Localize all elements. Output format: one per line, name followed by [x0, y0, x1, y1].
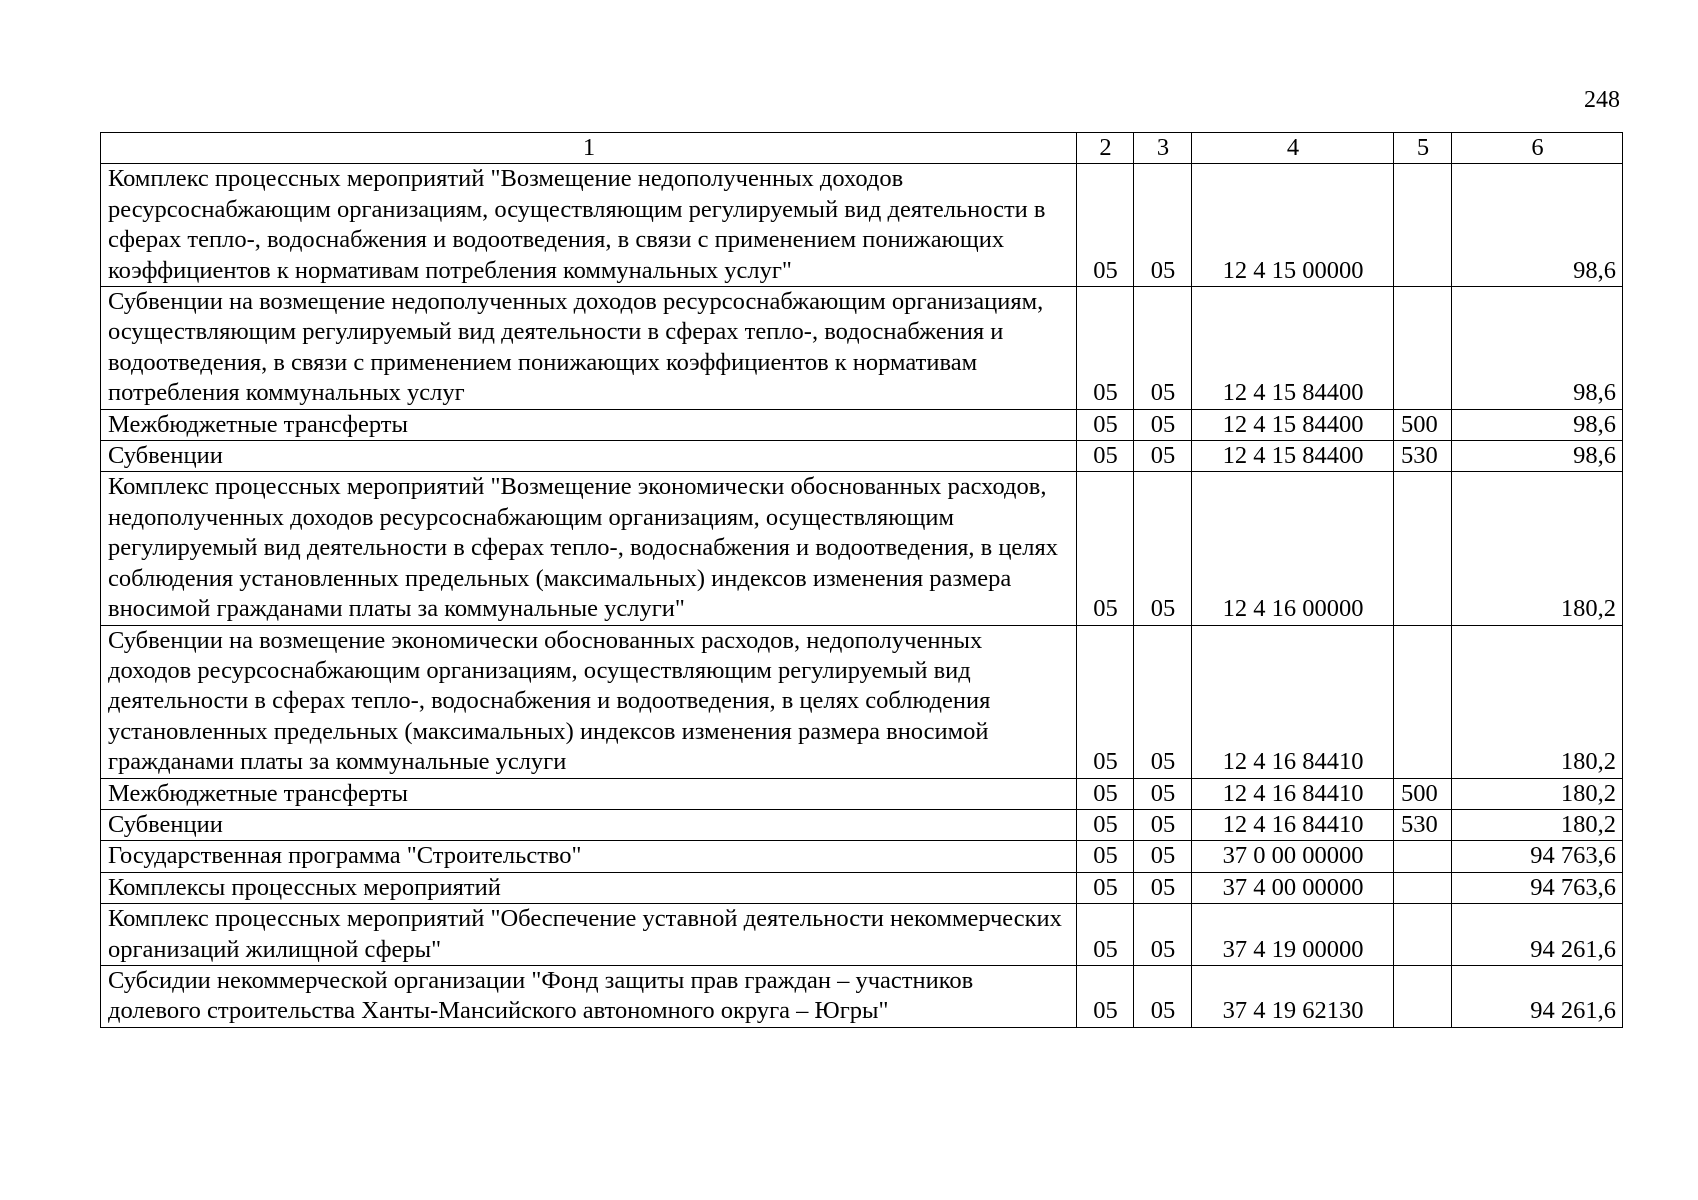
- row-section: 05: [1077, 409, 1134, 440]
- row-amount: 180,2: [1452, 778, 1623, 809]
- row-target-article: 12 4 15 00000: [1192, 164, 1394, 287]
- row-name: Межбюджетные трансферты: [101, 778, 1077, 809]
- row-expense-type: 500: [1394, 409, 1452, 440]
- row-target-article: 12 4 16 84410: [1192, 809, 1394, 840]
- row-amount: 94 763,6: [1452, 841, 1623, 872]
- row-expense-type: 530: [1394, 441, 1452, 472]
- row-section: 05: [1077, 441, 1134, 472]
- row-amount: 98,6: [1452, 441, 1623, 472]
- row-amount: 94 261,6: [1452, 904, 1623, 966]
- row-amount: 180,2: [1452, 472, 1623, 625]
- row-target-article: 12 4 15 84400: [1192, 287, 1394, 410]
- row-target-article: 37 0 00 00000: [1192, 841, 1394, 872]
- table-row: [101, 441, 1623, 472]
- row-amount: 98,6: [1452, 287, 1623, 410]
- row-subsection: 05: [1134, 841, 1192, 872]
- row-expense-type: [1394, 904, 1452, 966]
- table-row: [101, 778, 1623, 809]
- row-expense-type: [1394, 472, 1452, 625]
- row-expense-type: [1394, 287, 1452, 410]
- row-target-article: 37 4 19 00000: [1192, 904, 1394, 966]
- row-name: Субвенции: [101, 809, 1077, 840]
- budget-table: [100, 132, 1623, 1028]
- column-header: 5: [1394, 133, 1452, 164]
- table-row: [101, 904, 1623, 966]
- row-section: 05: [1077, 164, 1134, 287]
- page-number: 248: [1584, 87, 1620, 113]
- row-name: Субвенции на возмещение недополученных доходов ресурсоснабжающим организациям, осуществляющим регулируемый вид деятельности в сферах тепло-, водоснабжения и водоотведения, в связи с применением понижающих коэффициентов к нормативам потребления коммунальных услуг: [101, 287, 1077, 410]
- row-target-article: 37 4 19 62130: [1192, 965, 1394, 1027]
- row-section: 05: [1077, 287, 1134, 410]
- row-target-article: 37 4 00 00000: [1192, 872, 1394, 903]
- row-subsection: 05: [1134, 441, 1192, 472]
- row-name: Комплекс процессных мероприятий "Возмещение экономически обоснованных расходов, недополученных доходов ресурсоснабжающим организациям, осуществляющим регулируемый вид деятельности в сферах тепло-, водоснабжения и водоотведения, в целях соблюдения установленных предельных (максимальных) индексов изменения размера вносимой гражданами платы за коммунальные услуги": [101, 472, 1077, 625]
- row-subsection: 05: [1134, 904, 1192, 966]
- table-row: [101, 472, 1623, 625]
- table-row: [101, 872, 1623, 903]
- row-subsection: 05: [1134, 809, 1192, 840]
- row-target-article: 12 4 15 84400: [1192, 441, 1394, 472]
- row-section: 05: [1077, 965, 1134, 1027]
- row-amount: 98,6: [1452, 409, 1623, 440]
- table-row: [101, 965, 1623, 1027]
- row-expense-type: [1394, 625, 1452, 778]
- row-subsection: 05: [1134, 625, 1192, 778]
- row-name: Субвенции: [101, 441, 1077, 472]
- table-row: [101, 841, 1623, 872]
- table-row: [101, 625, 1623, 778]
- column-header: 4: [1192, 133, 1394, 164]
- row-section: 05: [1077, 625, 1134, 778]
- table-row: [101, 287, 1623, 410]
- row-name: Субсидии некоммерческой организации "Фонд защиты прав граждан – участников долевого строительства Ханты-Мансийского автономного округа – Югры": [101, 965, 1077, 1027]
- row-expense-type: [1394, 164, 1452, 287]
- row-name: Субвенции на возмещение экономически обоснованных расходов, недополученных доходов ресурсоснабжающим организациям, осуществляющим регулируемый вид деятельности в сферах тепло-, водоснабжения и водоотведения, в целях соблюдения установленных предельных (максимальных) индексов изменения размера вносимой гражданами платы за коммунальные услуги: [101, 625, 1077, 778]
- row-target-article: 12 4 16 00000: [1192, 472, 1394, 625]
- row-expense-type: 500: [1394, 778, 1452, 809]
- row-expense-type: [1394, 841, 1452, 872]
- table-row: [101, 809, 1623, 840]
- table-row: [101, 164, 1623, 287]
- row-subsection: 05: [1134, 965, 1192, 1027]
- row-name: Комплексы процессных мероприятий: [101, 872, 1077, 903]
- row-amount: 94 763,6: [1452, 872, 1623, 903]
- row-subsection: 05: [1134, 472, 1192, 625]
- table-header-row: [101, 133, 1623, 164]
- row-subsection: 05: [1134, 409, 1192, 440]
- row-expense-type: 530: [1394, 809, 1452, 840]
- row-name: Комплекс процессных мероприятий "Обеспечение уставной деятельности некоммерческих организаций жилищной сферы": [101, 904, 1077, 966]
- row-section: 05: [1077, 841, 1134, 872]
- row-name: Межбюджетные трансферты: [101, 409, 1077, 440]
- row-expense-type: [1394, 965, 1452, 1027]
- row-target-article: 12 4 16 84410: [1192, 625, 1394, 778]
- row-expense-type: [1394, 872, 1452, 903]
- column-header: 6: [1452, 133, 1623, 164]
- row-amount: 94 261,6: [1452, 965, 1623, 1027]
- row-subsection: 05: [1134, 164, 1192, 287]
- row-subsection: 05: [1134, 287, 1192, 410]
- row-target-article: 12 4 16 84410: [1192, 778, 1394, 809]
- row-name: Комплекс процессных мероприятий "Возмещение недополученных доходов ресурсоснабжающим организациям, осуществляющим регулируемый вид деятельности в сферах тепло-, водоснабжения и водоотведения, в связи с применением понижающих коэффициентов к нормативам потребления коммунальных услуг": [101, 164, 1077, 287]
- row-target-article: 12 4 15 84400: [1192, 409, 1394, 440]
- row-subsection: 05: [1134, 778, 1192, 809]
- column-header: 3: [1134, 133, 1192, 164]
- row-section: 05: [1077, 904, 1134, 966]
- table-row: [101, 409, 1623, 440]
- row-section: 05: [1077, 872, 1134, 903]
- row-section: 05: [1077, 778, 1134, 809]
- row-section: 05: [1077, 809, 1134, 840]
- row-section: 05: [1077, 472, 1134, 625]
- row-amount: 98,6: [1452, 164, 1623, 287]
- column-header: 2: [1077, 133, 1134, 164]
- row-amount: 180,2: [1452, 809, 1623, 840]
- row-subsection: 05: [1134, 872, 1192, 903]
- row-name: Государственная программа "Строительство": [101, 841, 1077, 872]
- column-header: 1: [101, 133, 1077, 164]
- row-amount: 180,2: [1452, 625, 1623, 778]
